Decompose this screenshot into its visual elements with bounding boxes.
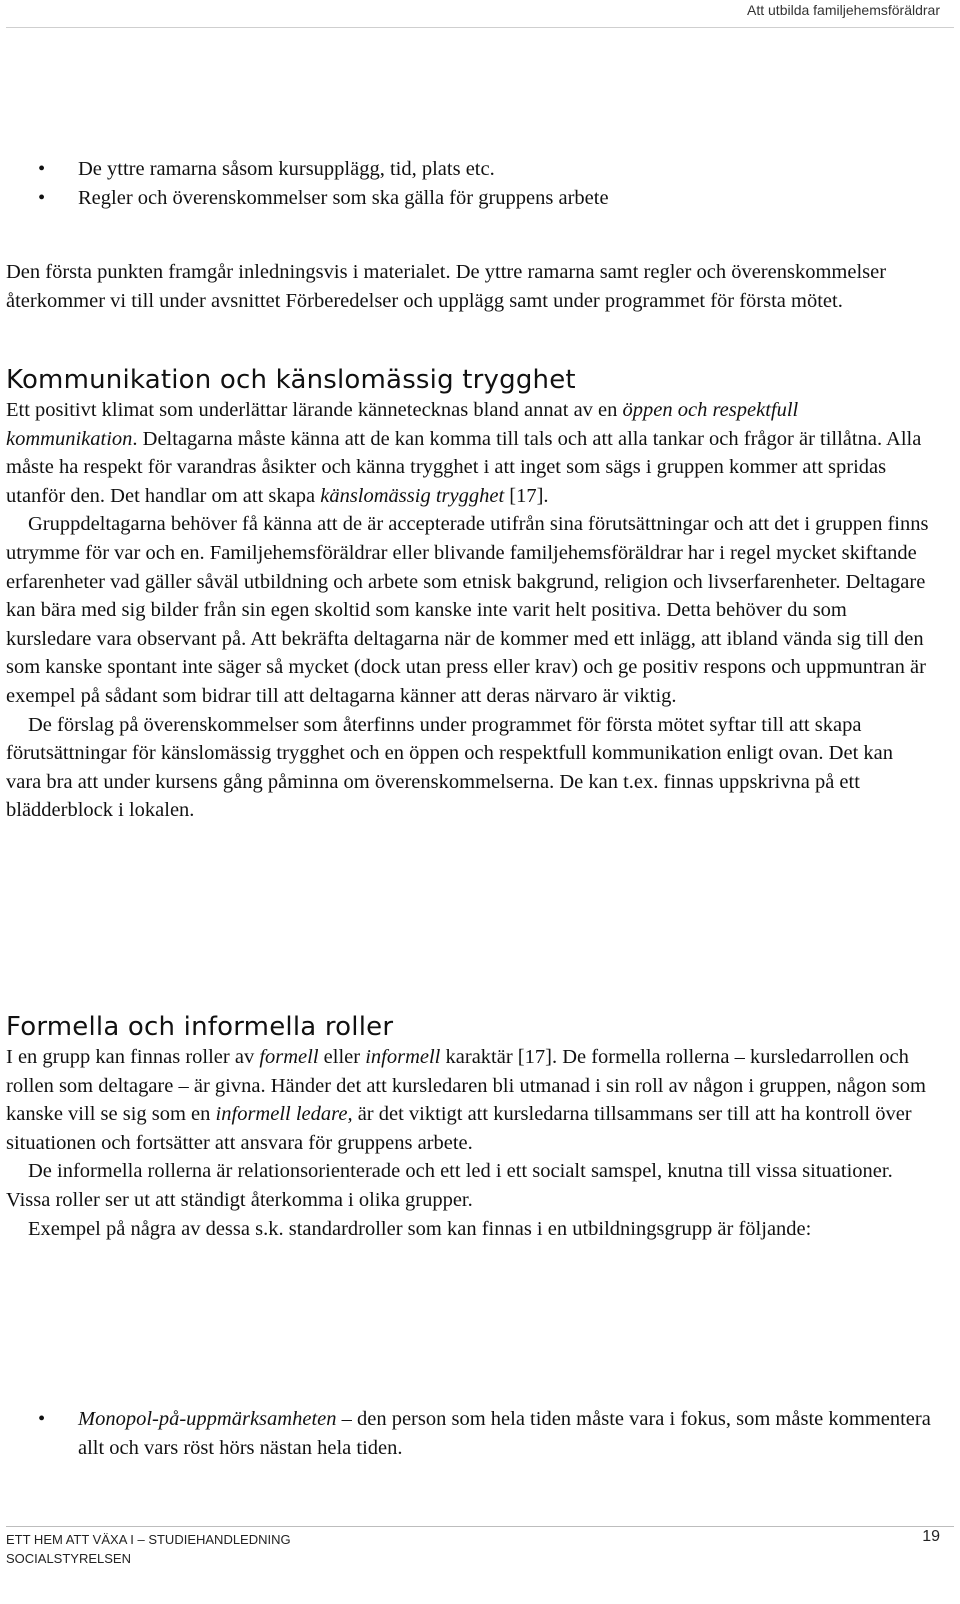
text-run: I en grupp kan finnas roller av [6,1046,260,1068]
paragraph: De förslag på överenskommelser som återfinns under programmet för första mötet syftar till att skapa förutsättningar för känslomässig trygghet och en öppen och respektfull kommunikation enligt ovan. Det kan vara bra att under kursens gång påminna om överenskommelserna. De kan t.ex. finnas uppskrivna på ett blädderblock i lokalen. [6,713,893,822]
section-heading: Kommunikation och känslomässig trygghet [6,365,576,395]
section-roles [6,1011,932,1243]
text-run: [17]. [504,484,549,507]
intro-block [6,258,932,315]
paragraph: Gruppdeltagarna behöver få känna att de är accepterade utifrån sina förutsättningar och att det i gruppen finns utrymme för var och en. Familjehemsföräldrar eller blivande familjehemsföräldrar har i regel mycket skiftande erfarenheter vad gäller såväl utbildning och arbete som etnisk bakgrund, religion och livserfarenheter. Deltagare kan bära med sig bilder från sin egen skoltid som kanske inte varit helt positiva. Detta behöver du som kursledare vara observant på. Att bekräfta deltagarna när de kommer med ett inlägg, att ibland vända sig till den som kanske spontant inte säger så mycket (dock utan press eller krav) och ge positiv respons och uppmuntran är exempel på sådant som bidrar till att deltagarna känner att deras närvaro är viktig. [6,513,929,707]
emphasis: känslomässig trygghet [320,484,505,507]
header-rule [6,27,954,28]
bottom-bullet-block [6,1405,932,1462]
list-item [6,184,932,213]
text-run: eller [318,1046,366,1068]
paragraph: De informella rollerna är relationsorienterade och ett led i ett socialt samspel, knutna till vissa situationer. Vissa roller ser ut att ständigt återkomma i olika grupper. [6,1160,893,1211]
list-item-text: Regler och överenskommelser som ska gälla för gruppens arbete [78,186,609,209]
text-run: karaktär [17]. De formella rollerna – kursledarrollen och rollen som deltagare – är givna. Händer det att kursledaren bli utmanad i sin roll av någon i gruppen, någon som kanske vill se sig som en [6,1046,926,1126]
paragraph: Exempel på några av dessa s.k. standardroller som kan finnas i en utbildningsgrupp är följande: [28,1217,812,1240]
footer-rule [6,1526,954,1527]
footer-line-2: SOCIALSTYRELSEN [6,1551,131,1566]
emphasis: formell [259,1046,319,1068]
emphasis: Monopol-på-uppmärksamheten [78,1408,337,1430]
top-bullet-list [6,155,932,212]
list-item [6,155,932,184]
paragraph [6,396,932,510]
emphasis: öppen och respektfull kommunikation [6,399,799,450]
section-heading: Formella och informella roller [6,1012,394,1042]
running-header: Att utbilda familjehemsföräldrar [747,2,940,18]
paragraph [6,1043,932,1157]
list-item [6,1405,932,1462]
footer-line-1: ETT HEM ATT VÄXA I – STUDIEHANDLEDNING [6,1532,291,1547]
intro-paragraph: Den första punkten framgår inledningsvis i materialet. De yttre ramarna samt regler och överenskommelser återkommer vi till under avsnittet Förberedelser och upplägg samt under programmet för första mötet. [6,261,887,312]
text-run: . Deltagarna måste känna att de kan komma till tals och att alla tankar och frågor är tillåtna. Alla måste ha respekt för varandras åsikter och känna trygghet i att inget som sägs i gruppen kommer att spridas utanför den. Det handlar om att skapa [6,427,922,507]
bullet-icon: • [38,1408,46,1430]
bullet-icon: • [38,186,46,209]
emphasis: informell ledare, [215,1103,353,1126]
emphasis: informell [365,1046,441,1068]
text-run: är det viktigt att kursledarna tillsammans ser till att ha kontroll över situationen och fortsätter att ansvara för gruppens arbete. [6,1103,912,1154]
role-bullet-list [6,1405,932,1462]
list-item-text: De yttre ramarna såsom kursupplägg, tid, plats etc. [78,158,495,180]
text-run: Ett positivt klimat som underlättar lärande kännetecknas bland annat av en [6,399,623,421]
top-bullet-block [6,155,932,212]
list-item-text: – den person som hela tiden måste vara i fokus, som måste kommentera allt och vars röst hörs nästan hela tiden. [78,1408,931,1459]
bullet-icon: • [38,158,46,180]
page-number: 19 [922,1528,940,1545]
section-communication [6,364,932,825]
